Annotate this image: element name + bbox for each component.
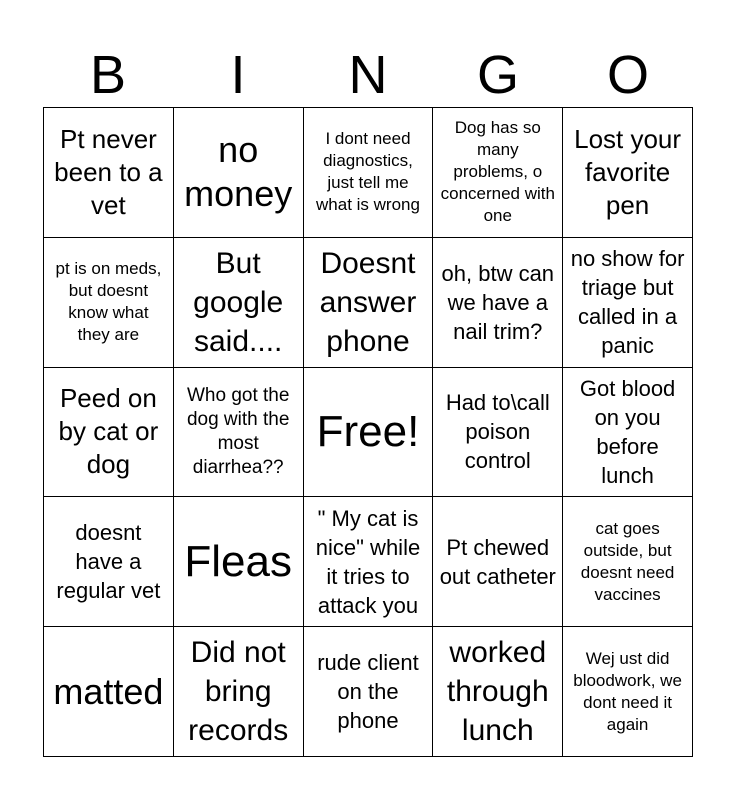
bingo-cell[interactable]: [433, 238, 563, 368]
cell-text: " My cat is nice" while it tries to attack you: [315, 505, 421, 618]
free-space-cell[interactable]: [304, 368, 434, 498]
bingo-cell[interactable]: [433, 368, 563, 498]
cell-text: rude client on the phone: [317, 650, 419, 734]
cell-text: Peed on by cat or dog: [58, 383, 159, 480]
cell-text: Doesnt answer phone: [319, 246, 417, 358]
cell-text: Fleas: [184, 536, 292, 586]
header-letter-b: B: [89, 45, 127, 105]
header-letter-n: N: [348, 45, 388, 105]
cell-text: worked through lunch: [446, 636, 549, 748]
bingo-cell[interactable]: [563, 497, 693, 627]
cell-text: Dog has so many problems, o concerned with one: [440, 118, 555, 226]
bingo-cell[interactable]: [563, 368, 693, 498]
bingo-cell[interactable]: [44, 108, 174, 238]
bingo-cell[interactable]: [304, 627, 434, 757]
header-letter-i: I: [230, 45, 246, 105]
cell-text: But google said....: [193, 246, 284, 358]
bingo-cell[interactable]: [563, 627, 693, 757]
cell-text: Did not bring records: [188, 636, 289, 748]
bingo-cell[interactable]: [174, 497, 304, 627]
cell-text: Pt never been to a vet: [54, 123, 163, 220]
free-space-text: Free!: [316, 406, 420, 456]
bingo-cell[interactable]: [304, 108, 434, 238]
header-letter-o: O: [606, 45, 649, 105]
cell-text: oh, btw can we have a nail trim?: [441, 260, 555, 344]
bingo-cell[interactable]: [44, 627, 174, 757]
cell-text: Wej ust did bloodwork, we dont need it again: [573, 648, 682, 734]
cell-text: Got blood on you before lunch: [579, 375, 676, 488]
bingo-cell[interactable]: [174, 368, 304, 498]
bingo-cell[interactable]: [44, 238, 174, 368]
bingo-cell[interactable]: [44, 497, 174, 627]
cell-text: matted: [53, 670, 164, 712]
cell-text: Lost your favorite pen: [574, 123, 682, 220]
bingo-cell[interactable]: [174, 627, 304, 757]
cell-text: no money: [184, 129, 293, 215]
header-letter-g: G: [476, 45, 519, 105]
bingo-cell[interactable]: [433, 497, 563, 627]
cell-text: pt is on meds, but doesnt know what they are: [55, 259, 162, 345]
cell-text: no show for triage but called in a panic: [570, 246, 685, 359]
bingo-cell[interactable]: [563, 238, 693, 368]
cell-text: I dont need diagnostics, just tell me what is wrong: [316, 129, 420, 215]
bingo-header: [43, 42, 693, 108]
bingo-cell[interactable]: [433, 627, 563, 757]
cell-text: Had to\call poison control: [445, 390, 550, 474]
bingo-cell[interactable]: [304, 497, 434, 627]
cell-text: Pt chewed out catheter: [439, 534, 556, 589]
cell-text: Who got the dog with the most diarrhea??: [186, 384, 290, 478]
bingo-cell[interactable]: [563, 108, 693, 238]
bingo-cell[interactable]: [174, 238, 304, 368]
cell-text: cat goes outside, but doesnt need vaccines: [580, 518, 675, 604]
bingo-cell[interactable]: [174, 108, 304, 238]
cell-text: doesnt have a regular vet: [56, 520, 161, 604]
bingo-cell[interactable]: [304, 238, 434, 368]
bingo-grid: [43, 107, 693, 757]
bingo-cell[interactable]: [433, 108, 563, 238]
bingo-cell[interactable]: [44, 368, 174, 498]
